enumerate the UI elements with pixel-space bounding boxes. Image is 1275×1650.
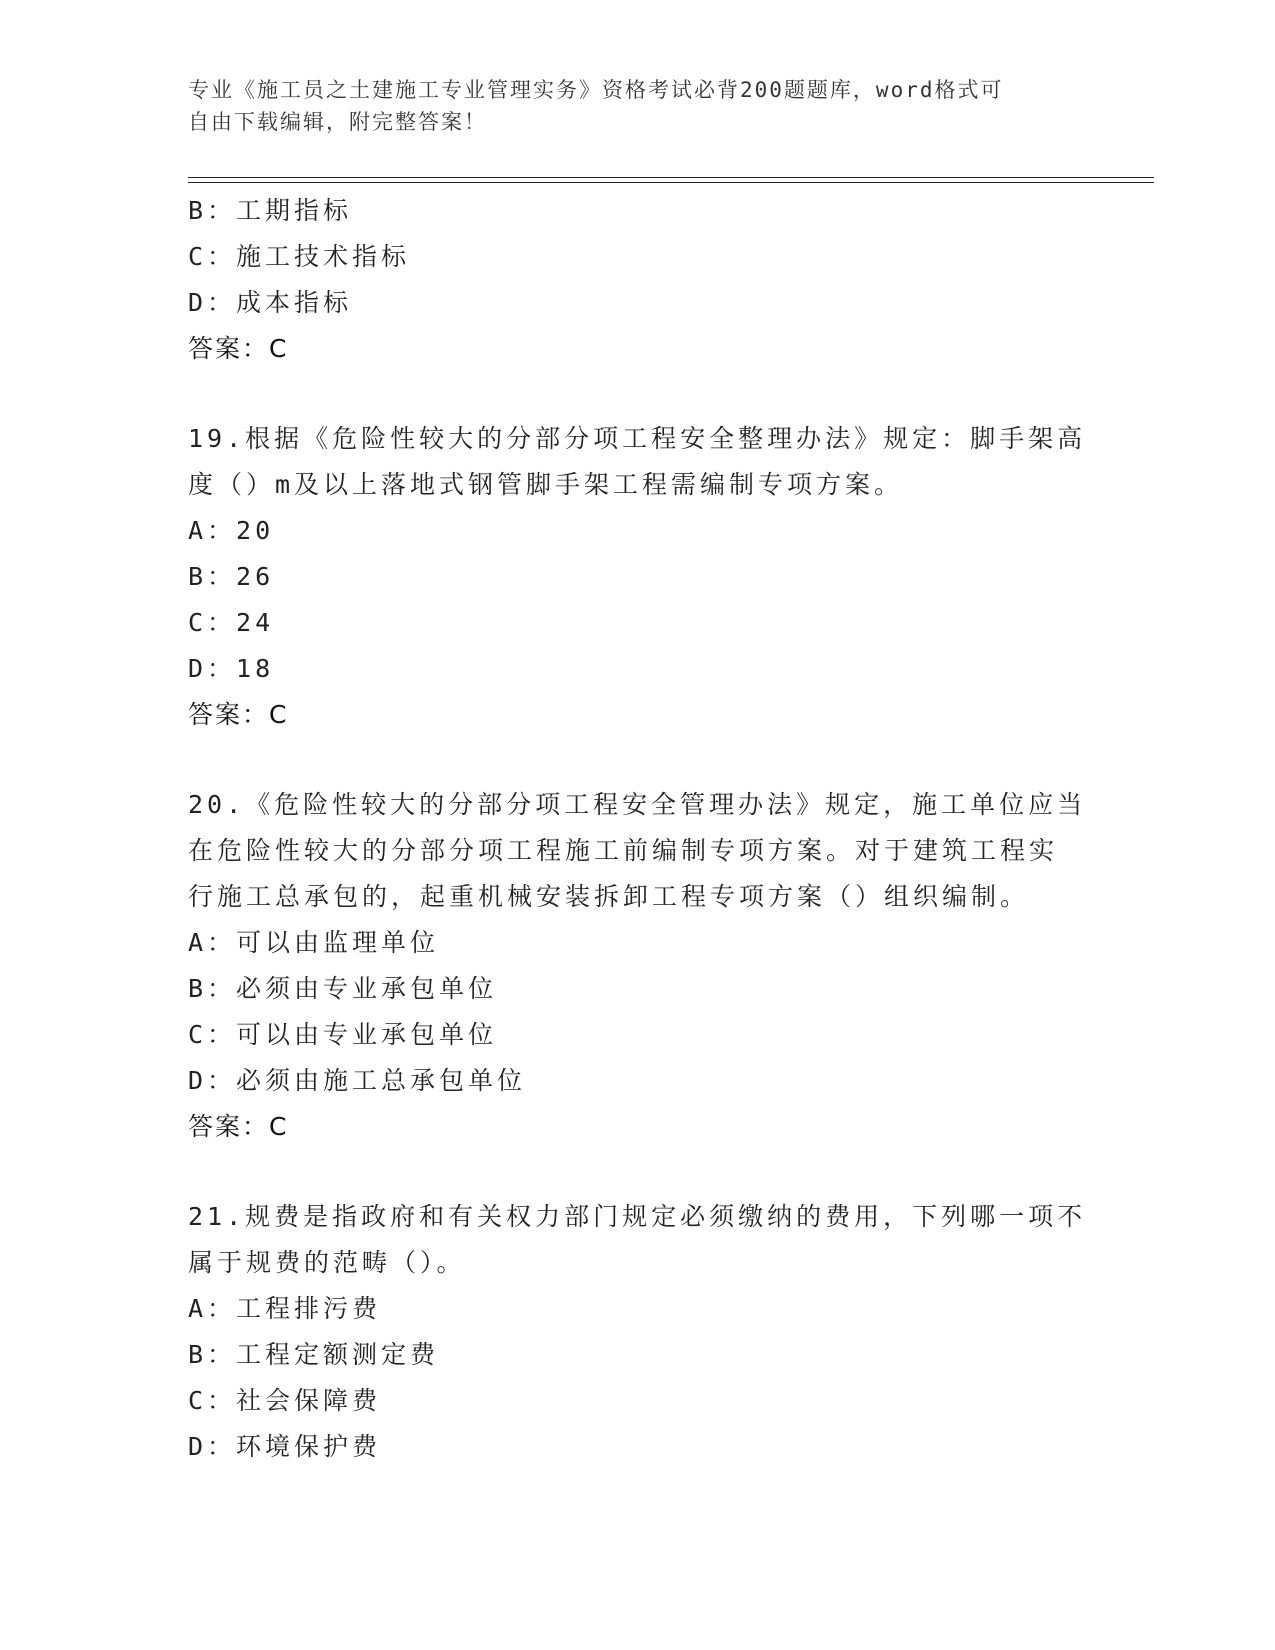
option-a: A：可以由监理单位 [188,928,440,957]
header-rule-top [188,177,1154,178]
option-d: D：必须由施工总承包单位 [188,1066,527,1095]
option-a: A：工程排污费 [188,1294,382,1323]
spacer [188,738,1088,782]
option-a: A：20 [188,516,275,545]
question-text-line: 20.《危险性较大的分部分项工程安全管理办法》规定，施工单位应当 [188,790,1087,819]
question-19 [188,416,1088,738]
question-text-line: 属于规费的范畴（）。 [188,1248,466,1277]
option-c: C：24 [188,608,275,637]
question-text-line: 21.规费是指政府和有关权力部门规定必须缴纳的费用，下列哪一项不 [188,1202,1087,1231]
option-b: B：工期指标 [188,196,353,225]
header-line-2: 自由下载编辑，附完整答案！ [188,110,487,134]
header-line-1: 专业《施工员之土建施工专业管理实务》资格考试必背200题题库，word格式可 [188,78,1004,102]
answer-line: 答案：C [188,1112,289,1141]
option-b: B：26 [188,562,275,591]
option-d: D：18 [188,654,275,683]
option-c: C：施工技术指标 [188,242,411,271]
option-b: B：工程定额测定费 [188,1340,440,1369]
question-20 [188,782,1088,1150]
option-c: C：社会保障费 [188,1386,382,1415]
spacer [188,1150,1088,1194]
question-text-line: 度（）m及以上落地式钢管脚手架工程需编制专项方案。 [188,470,904,499]
document-header [188,74,1088,138]
answer-line: 答案：C [188,334,289,363]
prev-question-block [188,188,1088,372]
question-text-line: 在危险性较大的分部分项工程施工前编制专项方案。对于建筑工程实 [188,836,1059,865]
question-21 [188,1194,1088,1470]
option-b: B：必须由专业承包单位 [188,974,498,1003]
option-d: D：成本指标 [188,288,353,317]
answer-line: 答案：C [188,700,289,729]
document-body [188,188,1088,1470]
option-d: D：环境保护费 [188,1432,382,1461]
question-text-line: 19.根据《危险性较大的分部分项工程安全整理办法》规定：脚手架高 [188,424,1087,453]
header-rule-bottom [188,182,1154,183]
spacer [188,372,1088,416]
option-c: C：可以由专业承包单位 [188,1020,498,1049]
question-text-line: 行施工总承包的，起重机械安装拆卸工程专项方案（）组织编制。 [188,882,1030,911]
